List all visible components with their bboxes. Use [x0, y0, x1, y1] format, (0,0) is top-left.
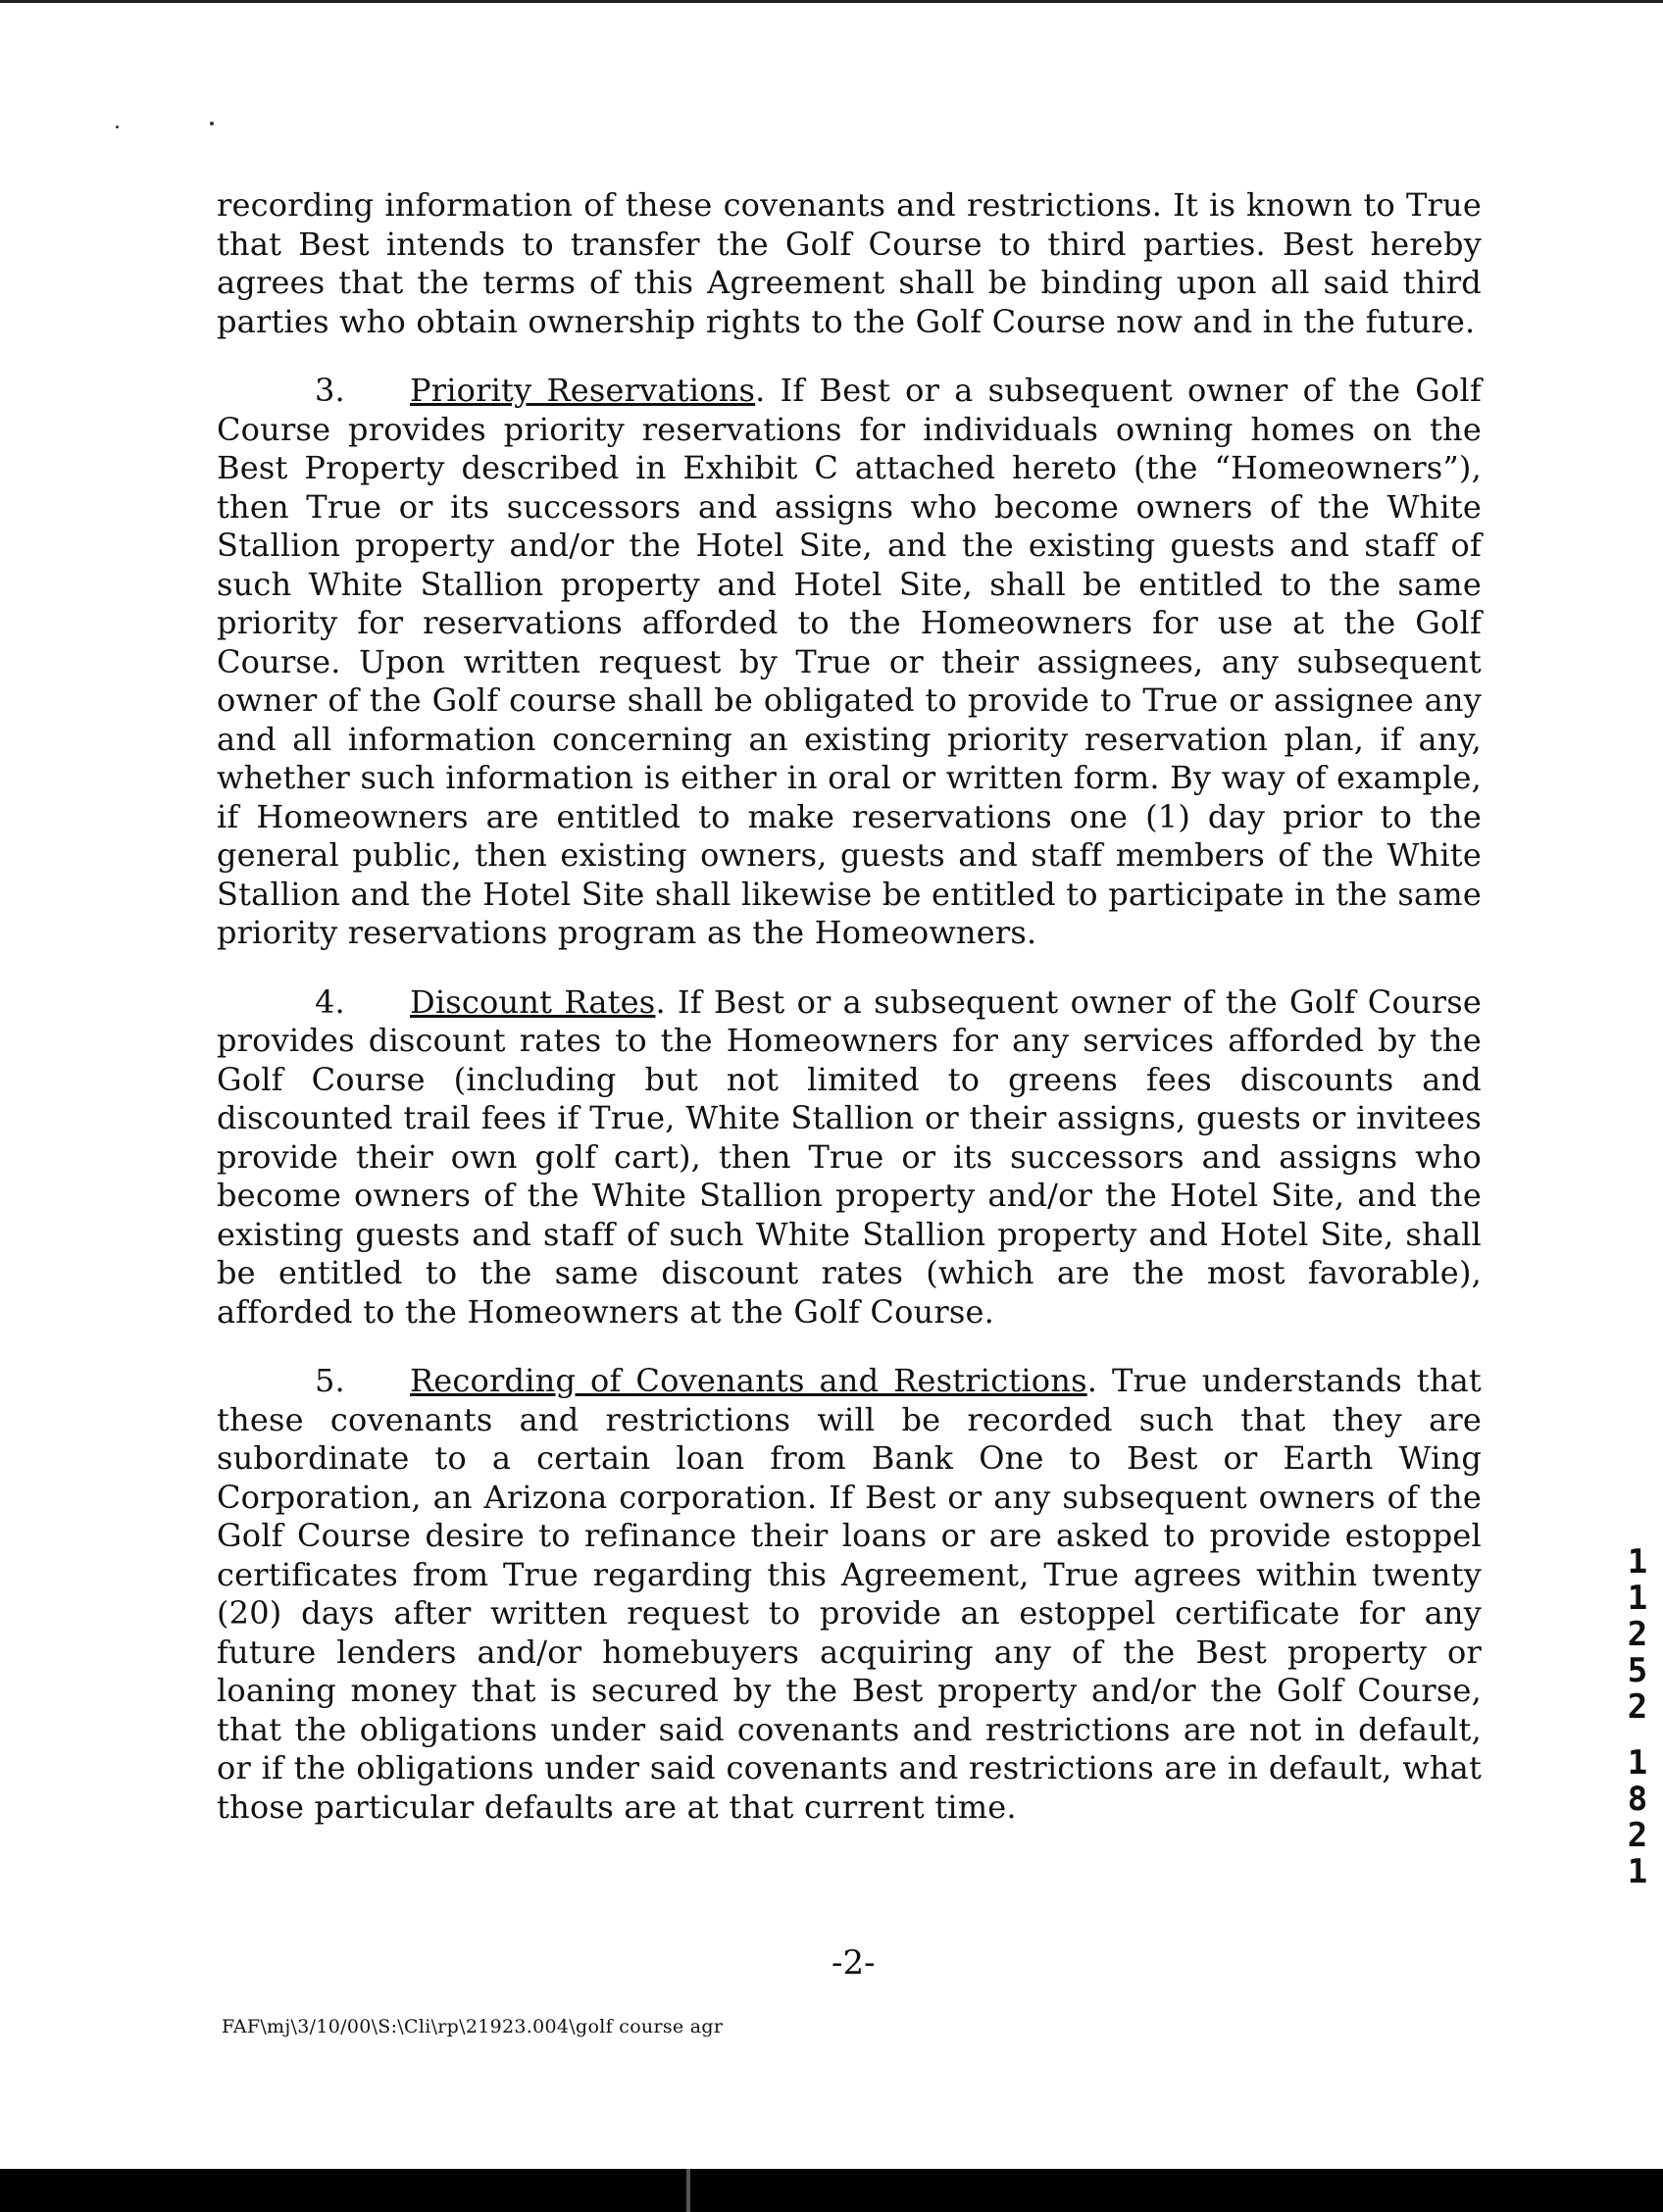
section-4	[217, 983, 1482, 1332]
section-3	[217, 372, 1482, 953]
stamp-digit: 2	[1627, 1615, 1648, 1654]
scan-speck	[210, 122, 214, 126]
scan-bottom-notch	[686, 2169, 690, 2212]
scan-bottom-edge	[0, 2169, 1663, 2212]
scan-speck	[116, 126, 119, 128]
page-number: -2-	[832, 1943, 876, 1983]
footer-file-path: FAF\mj\3/10/00\S:\Cli\rp\21923.004\golf course agr	[222, 2016, 724, 2037]
scan-top-edge	[0, 0, 1663, 3]
stamp-digit: 1	[1627, 1542, 1648, 1582]
stamp-digit: 1	[1627, 1852, 1648, 1891]
document-body	[217, 186, 1482, 1857]
section-heading: Priority Reservations	[410, 372, 756, 409]
margin-stamp-top	[1620, 1544, 1655, 1726]
stamp-digit: 1	[1627, 1743, 1648, 1783]
stamp-digit: 2	[1627, 1687, 1648, 1727]
section-number: 4.	[315, 982, 345, 1021]
intro-paragraph: recording information of these covenants and restrictions. It is known to True that Best intends to transfer the Golf Course to third parties. Best hereby agrees that the terms of this Agreement shall be binding upon all said third parties who obtain ownership rights to the Golf Course now and in the future.	[217, 186, 1482, 340]
section-heading: Recording of Covenants and Restrictions	[410, 1362, 1087, 1399]
section-text: . If Best or a subsequent owner of the Golf Course provides priority reservations for individuals owning homes on the Best Property described in Exhibit C attached hereto (the “Homeowners”), then True or its successors and assigns who become owners of the White Stallion property and/or the Hotel Site, and the existing guests and staff of such White Stallion property and Hotel Site, shall be entitled to the same priority for reservations afforded to the Homeowners for use at the Golf Course. Upon written request by True or their assignees, any subsequent owner of the Golf course shall be obligated to provide to True or assignee any and all information concerning an existing priority reservation plan, if any, whether such information is either in oral or written form. By way of example, if Homeowners are entitled to make reservations one (1) day prior to the general public, then existing owners, guests and staff members of the White Stallion and the Hotel Site shall likewise be entitled to participate in the same priority reservations program as the Homeowners.	[217, 372, 1482, 951]
section-heading: Discount Rates	[410, 982, 656, 1021]
section-text: . If Best or a subsequent owner of the Golf Course provides discount rates to the Homeowners for any services afforded by the Golf Course (including but not limited to greens fees discounts and discounted trail fees if True, White Stallion or their assigns, guests or invitees provide their own golf cart), then True or its successors and assigns who become owners of the White Stallion property and/or the Hotel Site, and the existing guests and staff of such White Stallion property and Hotel Site, shall be entitled to the same discount rates (which are the most favorable), afforded to the Homeowners at the Golf Course.	[217, 982, 1482, 1331]
stamp-digit: 5	[1627, 1651, 1648, 1690]
stamp-digit: 1	[1627, 1579, 1648, 1618]
section-number: 5.	[315, 1362, 345, 1399]
section-text: . True understands that these covenants and restrictions will be recorded such that they are subordinate to a certain loan from Bank One to Best or Earth Wing Corporation, an Arizona corporation. If Best or any subsequent owners of the Golf Course desire to refinance their loans or are asked to provide estoppel certificates from True regarding this Agreement, True agrees within twenty (20) days after written request to provide an estoppel certificate for any future lenders and/or homebuyers acquiring any of the Best property or loaning money that is secured by the Best property and/or the Golf Course, that the obligations under said covenants and restrictions are not in default, or if the obligations under said covenants and restrictions are in default, what those particular defaults are at that current time.	[217, 1362, 1482, 1826]
margin-stamp-bottom	[1620, 1745, 1655, 1890]
stamp-digit: 2	[1627, 1816, 1648, 1855]
stamp-digit: 8	[1627, 1780, 1648, 1819]
section-5	[217, 1362, 1482, 1827]
section-number: 3.	[315, 372, 345, 409]
